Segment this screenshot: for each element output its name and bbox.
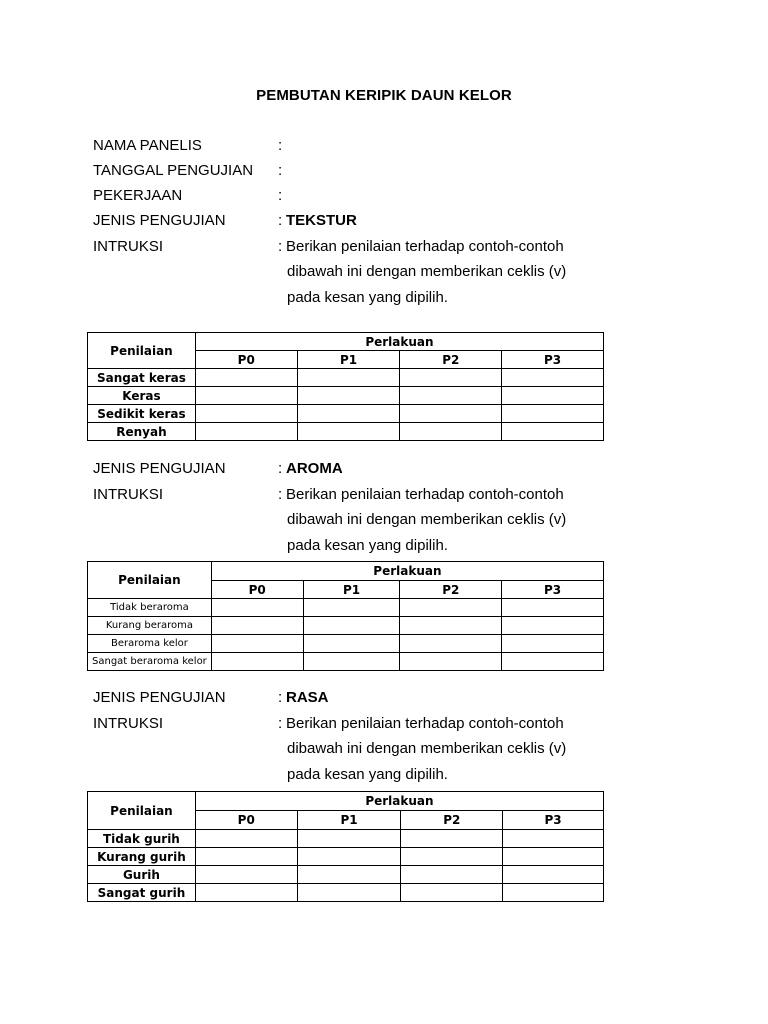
instruction-line: dibawah ini dengan memberikan ceklis (v) — [287, 263, 567, 280]
table-group-header: Perlakuan — [211, 562, 603, 581]
field-label: PEKERJAAN — [93, 187, 183, 204]
column-header-p1: P1 — [303, 581, 400, 599]
check-cell[interactable] — [400, 599, 502, 617]
table-row — [88, 635, 604, 653]
check-cell[interactable] — [400, 423, 502, 441]
check-cell[interactable] — [297, 387, 400, 405]
field-nama-panelis — [93, 136, 286, 156]
check-cell[interactable] — [502, 617, 604, 635]
check-cell[interactable] — [502, 423, 604, 441]
field-pekerjaan — [93, 186, 286, 206]
field-colon: : — [278, 238, 283, 255]
test-type-label: JENIS PENGUJIAN — [93, 689, 226, 706]
check-cell[interactable] — [297, 369, 400, 387]
check-cell[interactable] — [400, 405, 502, 423]
test-type-row — [93, 211, 357, 231]
check-cell[interactable] — [401, 884, 503, 902]
check-cell[interactable] — [502, 387, 604, 405]
check-cell[interactable] — [303, 635, 400, 653]
check-cell[interactable] — [195, 423, 297, 441]
row-label: Kurang beraroma — [88, 617, 212, 635]
field-colon: : — [278, 162, 283, 179]
field-colon: : — [278, 187, 283, 204]
field-colon: : — [278, 486, 283, 503]
column-header-p2: P2 — [400, 351, 502, 369]
table-row — [88, 423, 604, 441]
row-label: Renyah — [88, 423, 196, 441]
check-cell[interactable] — [303, 653, 400, 671]
row-label: Keras — [88, 387, 196, 405]
check-cell[interactable] — [502, 599, 604, 617]
check-cell[interactable] — [400, 369, 502, 387]
column-header-p3: P3 — [503, 811, 604, 830]
test-type-row — [93, 459, 343, 479]
check-cell[interactable] — [401, 848, 503, 866]
check-cell[interactable] — [297, 423, 400, 441]
check-cell[interactable] — [297, 405, 400, 423]
check-cell[interactable] — [195, 387, 297, 405]
instruction-row — [93, 485, 564, 505]
table-row — [88, 848, 604, 866]
field-colon: : — [278, 715, 283, 732]
table-row — [88, 617, 604, 635]
check-cell[interactable] — [303, 617, 400, 635]
check-cell[interactable] — [297, 848, 401, 866]
column-header-p3: P3 — [502, 351, 604, 369]
rating-table-tekstur — [87, 332, 604, 441]
check-cell[interactable] — [503, 884, 604, 902]
table-corner-header: Penilaian — [88, 333, 196, 369]
check-cell[interactable] — [503, 848, 604, 866]
test-type-value: AROMA — [286, 460, 343, 477]
row-label: Gurih — [88, 866, 196, 884]
check-cell[interactable] — [503, 830, 604, 848]
instruction-line: dibawah ini dengan memberikan ceklis (v) — [287, 511, 567, 528]
field-colon: : — [278, 137, 283, 154]
table-group-header: Perlakuan — [195, 333, 603, 351]
check-cell[interactable] — [400, 617, 502, 635]
table-corner-header: Penilaian — [88, 562, 212, 599]
row-label: Beraroma kelor — [88, 635, 212, 653]
column-header-p2: P2 — [400, 581, 502, 599]
check-cell[interactable] — [211, 599, 303, 617]
table-row — [88, 369, 604, 387]
column-header-p1: P1 — [297, 351, 400, 369]
table-row — [88, 405, 604, 423]
instruction-line: dibawah ini dengan memberikan ceklis (v) — [287, 740, 567, 757]
page-title: PEMBUTAN KERIPIK DAUN KELOR — [256, 87, 512, 104]
check-cell[interactable] — [502, 635, 604, 653]
field-tanggal-pengujian — [93, 161, 286, 181]
check-cell[interactable] — [195, 369, 297, 387]
check-cell[interactable] — [195, 884, 297, 902]
check-cell[interactable] — [195, 866, 297, 884]
test-type-label: JENIS PENGUJIAN — [93, 460, 226, 477]
check-cell[interactable] — [400, 635, 502, 653]
check-cell[interactable] — [297, 830, 401, 848]
table-row — [88, 866, 604, 884]
field-label: NAMA PANELIS — [93, 137, 202, 154]
check-cell[interactable] — [297, 884, 401, 902]
instruction-line: Berikan penilaian terhadap contoh-contoh — [286, 715, 564, 732]
test-type-row — [93, 688, 329, 708]
check-cell[interactable] — [400, 387, 502, 405]
field-colon: : — [278, 460, 283, 477]
field-colon: : — [278, 212, 283, 229]
instruction-line: Berikan penilaian terhadap contoh-contoh — [286, 486, 564, 503]
instruction-line: Berikan penilaian terhadap contoh-contoh — [286, 238, 564, 255]
table-row — [88, 599, 604, 617]
row-label: Sangat beraroma kelor — [88, 653, 212, 671]
check-cell[interactable] — [195, 830, 297, 848]
table-row — [88, 884, 604, 902]
column-header-p0: P0 — [195, 811, 297, 830]
field-label: TANGGAL PENGUJIAN — [93, 162, 254, 179]
column-header-p0: P0 — [195, 351, 297, 369]
check-cell[interactable] — [502, 405, 604, 423]
table-group-header: Perlakuan — [195, 792, 603, 811]
rating-table-aroma — [87, 561, 604, 671]
table-row — [88, 653, 604, 671]
table-row — [88, 830, 604, 848]
check-cell[interactable] — [502, 653, 604, 671]
check-cell[interactable] — [401, 866, 503, 884]
column-header-p1: P1 — [297, 811, 401, 830]
check-cell[interactable] — [503, 866, 604, 884]
check-cell[interactable] — [400, 653, 502, 671]
table-corner-header: Penilaian — [88, 792, 196, 830]
instruction-row — [93, 237, 564, 257]
row-label: Tidak gurih — [88, 830, 196, 848]
row-label: Tidak beraroma — [88, 599, 212, 617]
check-cell[interactable] — [303, 599, 400, 617]
check-cell[interactable] — [401, 830, 503, 848]
row-label: Sangat keras — [88, 369, 196, 387]
column-header-p2: P2 — [401, 811, 503, 830]
instruction-label: INTRUKSI — [93, 238, 164, 255]
check-cell[interactable] — [211, 635, 303, 653]
row-label: Kurang gurih — [88, 848, 196, 866]
check-cell[interactable] — [195, 405, 297, 423]
row-label: Sedikit keras — [88, 405, 196, 423]
check-cell[interactable] — [211, 617, 303, 635]
check-cell[interactable] — [211, 653, 303, 671]
row-label: Sangat gurih — [88, 884, 196, 902]
rating-table-rasa — [87, 791, 604, 902]
column-header-p3: P3 — [502, 581, 604, 599]
test-type-value: RASA — [286, 689, 329, 706]
instruction-label: INTRUKSI — [93, 486, 164, 503]
field-colon: : — [278, 689, 283, 706]
check-cell[interactable] — [195, 848, 297, 866]
instruction-line: pada kesan yang dipilih. — [287, 766, 448, 783]
instruction-label: INTRUKSI — [93, 715, 164, 732]
check-cell[interactable] — [502, 369, 604, 387]
instruction-line: pada kesan yang dipilih. — [287, 289, 448, 306]
instruction-row — [93, 714, 564, 734]
column-header-p0: P0 — [211, 581, 303, 599]
check-cell[interactable] — [297, 866, 401, 884]
test-type-label: JENIS PENGUJIAN — [93, 212, 226, 229]
test-type-value: TEKSTUR — [286, 212, 357, 229]
instruction-line: pada kesan yang dipilih. — [287, 537, 448, 554]
table-row — [88, 387, 604, 405]
